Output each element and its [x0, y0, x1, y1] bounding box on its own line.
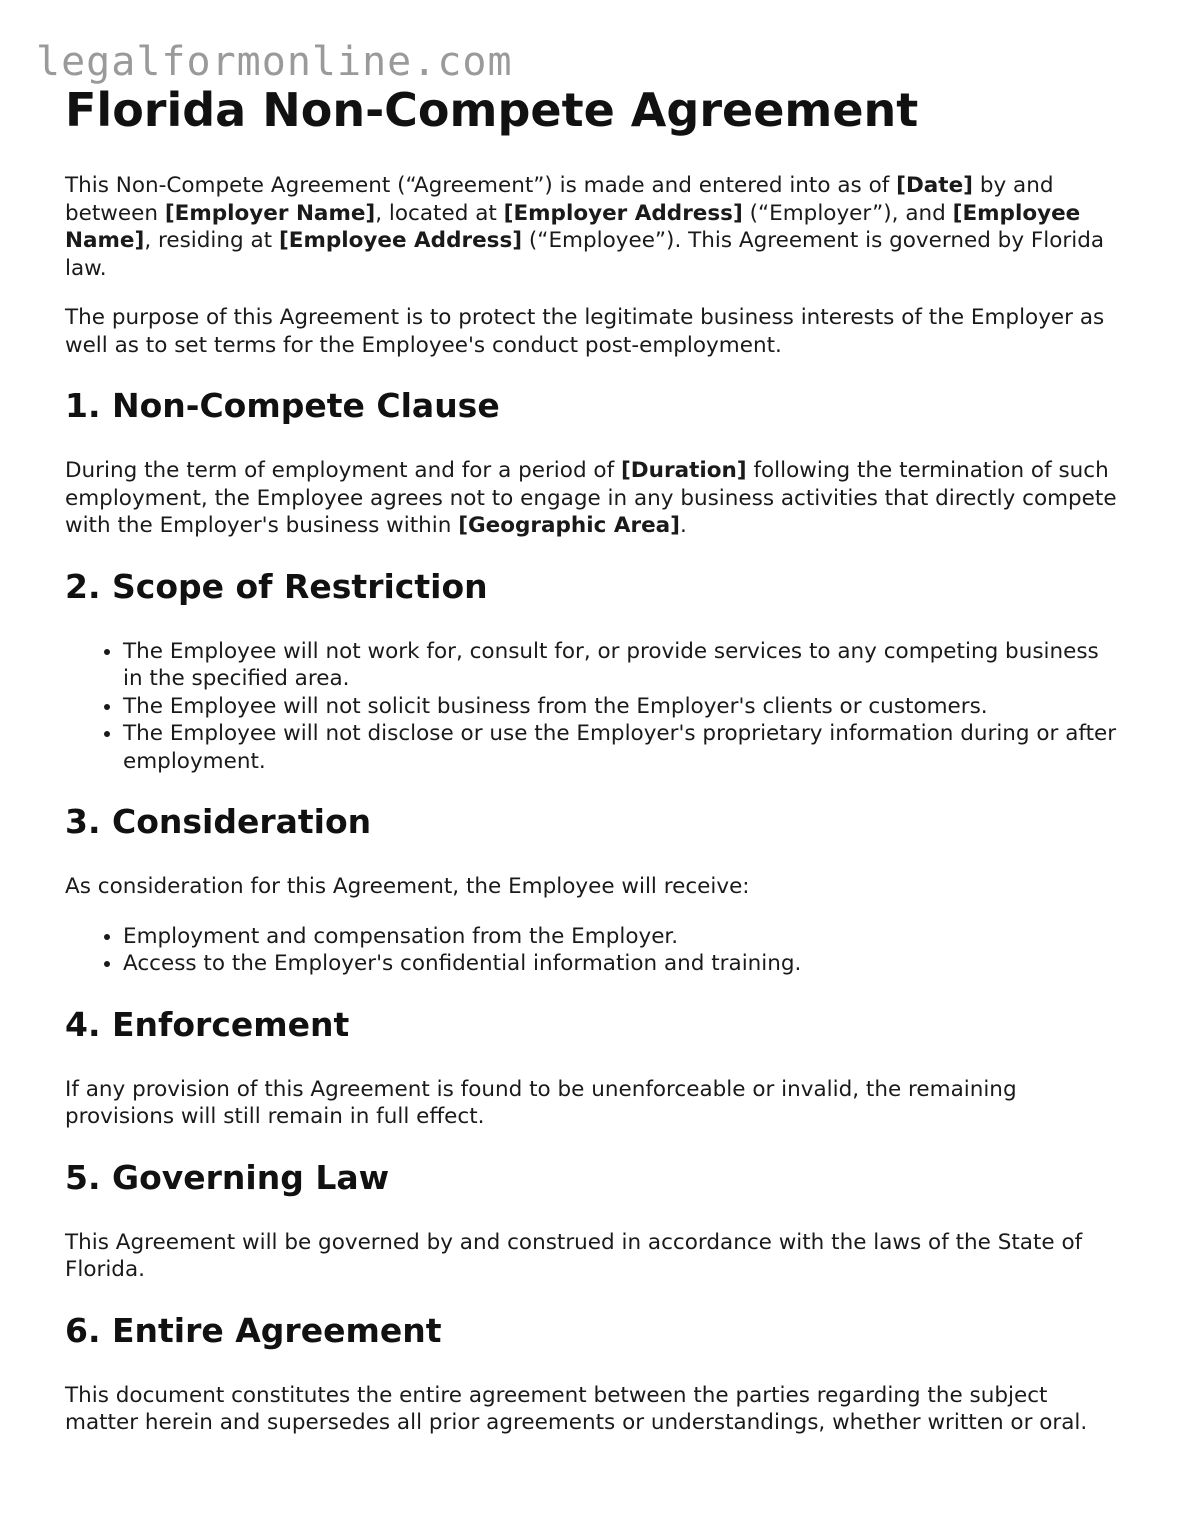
list-item: • Access to the Employer's confidential information and training. [123, 950, 1125, 978]
clause-text: During the term of employment and for a period of [65, 458, 621, 483]
non-compete-paragraph [65, 457, 1125, 540]
entire-agreement-paragraph: This document constitutes the entire agreement between the parties regarding the subject matter herein and supersedes all prior agreements or understandings, whether written or oral. [65, 1382, 1088, 1435]
list-item: • The Employee will not disclose or use the Employer's proprietary information during or after employment. [123, 720, 1125, 775]
governing-law-paragraph: This Agreement will be governed by and construed in accordance with the laws of the State of Florida. [65, 1229, 1083, 1282]
document-page [65, 82, 1125, 1459]
clause-text: following the termination of such employment, the Employee agrees not to engage in any business activities that directly compete with the Employer's business within [65, 458, 1117, 538]
intro-text: (“Employee”). This Agreement is governed by Florida law. [65, 228, 1105, 281]
section-heading-non-compete: 1. Non-Compete Clause [65, 386, 500, 425]
document-title: Florida Non-Compete Agreement [65, 83, 919, 137]
employer-address-placeholder: [Employer Address] [503, 200, 743, 226]
watermark: legalformonline.com [36, 39, 513, 85]
scope-list [65, 638, 1125, 776]
purpose-paragraph: The purpose of this Agreement is to protect the legitimate business interests of the Employer as well as to set terms for the Employee's conduct post-employment. [65, 305, 1105, 358]
intro-text: , located at [375, 200, 504, 226]
clause-text: . [680, 513, 687, 538]
geographic-area-placeholder: [Geographic Area] [458, 513, 680, 538]
consideration-paragraph: As consideration for this Agreement, the Employee will receive: [65, 874, 750, 899]
enforcement-paragraph: If any provision of this Agreement is found to be unenforceable or invalid, the remaining provisions will still remain in full effect. [65, 1076, 1017, 1129]
list-item: • The Employee will not solicit business from the Employer's clients or customers. [123, 693, 1125, 721]
section-heading-enforcement: 4. Enforcement [65, 1004, 350, 1044]
list-item: • Employment and compensation from the Employer. [123, 923, 1125, 951]
intro-paragraph [65, 172, 1125, 282]
consideration-list [65, 923, 1125, 978]
duration-placeholder: [Duration] [620, 458, 747, 483]
date-placeholder: [Date] [896, 173, 973, 198]
section-heading-entire-agreement: 6. Entire Agreement [65, 1310, 442, 1350]
intro-text: , residing at [144, 228, 279, 253]
section-heading-consideration: 3. Consideration [65, 802, 372, 841]
section-heading-governing-law: 5. Governing Law [65, 1157, 390, 1197]
intro-text: This Non-Compete Agreement (“Agreement”) is made and entered into as of [65, 173, 897, 198]
intro-text: by and between [65, 173, 1054, 226]
intro-text: (“Employer”), and [742, 200, 953, 226]
employee-name-placeholder: [Employee Name] [65, 200, 1081, 253]
section-heading-scope: 2. Scope of Restriction [65, 566, 488, 606]
employee-address-placeholder: [Employee Address] [278, 228, 523, 253]
list-item: • The Employee will not work for, consult for, or provide services to any competing business in the specified area. [123, 638, 1125, 693]
employer-name-placeholder: [Employer Name] [164, 200, 376, 226]
